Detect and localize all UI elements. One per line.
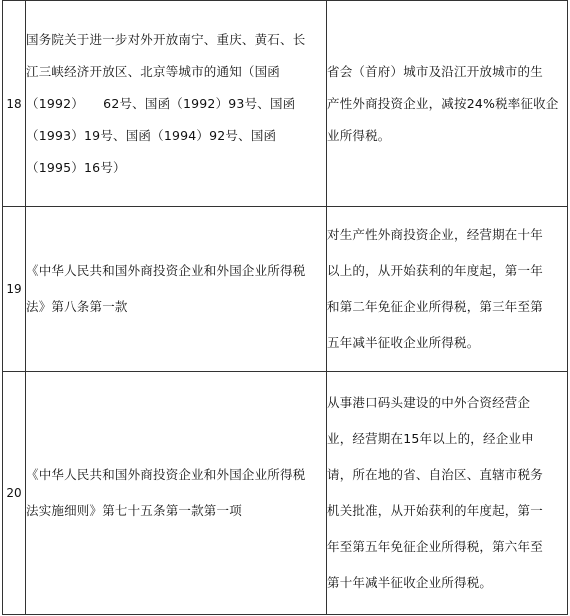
table-row — [3, 1, 568, 207]
text-line: 五年减半征收企业所得税。 — [327, 335, 480, 350]
legal-basis-cell — [26, 207, 327, 372]
table-row — [3, 372, 568, 615]
text-line: 请，所在地的省、自治区、直辖市税务 — [327, 467, 543, 482]
text-line: 业所得税。 — [327, 127, 391, 143]
table-row — [3, 207, 568, 372]
row-number: 20 — [3, 372, 26, 615]
text-line: 产性外商投资企业，减按24%税率征收企 — [327, 95, 559, 111]
text-line: 业，经营期在15年以上的，经企业申 — [327, 431, 534, 446]
policy-content-cell — [327, 1, 568, 207]
text-line: 对生产性外商投资企业，经营期在十年 — [327, 227, 543, 242]
text-line: 第十年减半征收企业所得税。 — [327, 575, 493, 590]
text-line: 和第二年免征企业所得税，第三年至第 — [327, 299, 543, 314]
text-line: 《中华人民共和国外商投资企业和外国企业所得税 — [26, 263, 306, 278]
text-line: 法》第八条第一款 — [26, 299, 128, 314]
text-line: 省会（首府）城市及沿江开放城市的生 — [327, 63, 543, 79]
policy-content-cell — [327, 372, 568, 615]
text-line: 江三峡经济开放区、北京等城市的通知（国函 — [26, 63, 281, 79]
text-line: （1993）19号、国函（1994）92号、国函 — [26, 127, 277, 143]
text-line: （1995）16号） — [26, 159, 126, 175]
text-line: （1992） 62号、国函（1992）93号、国函 — [26, 95, 296, 111]
legal-basis-cell — [26, 372, 327, 615]
policy-content-cell — [327, 207, 568, 372]
text-line: 以上的，从开始获利的年度起，第一年 — [327, 263, 543, 278]
text-line: 《中华人民共和国外商投资企业和外国企业所得税 — [26, 467, 306, 482]
row-number: 19 — [3, 207, 26, 372]
tax-incentive-table — [2, 0, 568, 615]
text-line: 法实施细则》第七十五条第一款第一项 — [26, 503, 242, 518]
legal-basis-cell — [26, 1, 327, 207]
text-line: 从事港口码头建设的中外合资经营企 — [327, 395, 531, 410]
text-line: 年至第五年免征企业所得税，第六年至 — [327, 539, 543, 554]
text-line: 国务院关于进一步对外开放南宁、重庆、黄石、长 — [26, 31, 306, 47]
text-line: 机关批准，从开始获利的年度起，第一 — [327, 503, 543, 518]
row-number: 18 — [3, 1, 26, 207]
